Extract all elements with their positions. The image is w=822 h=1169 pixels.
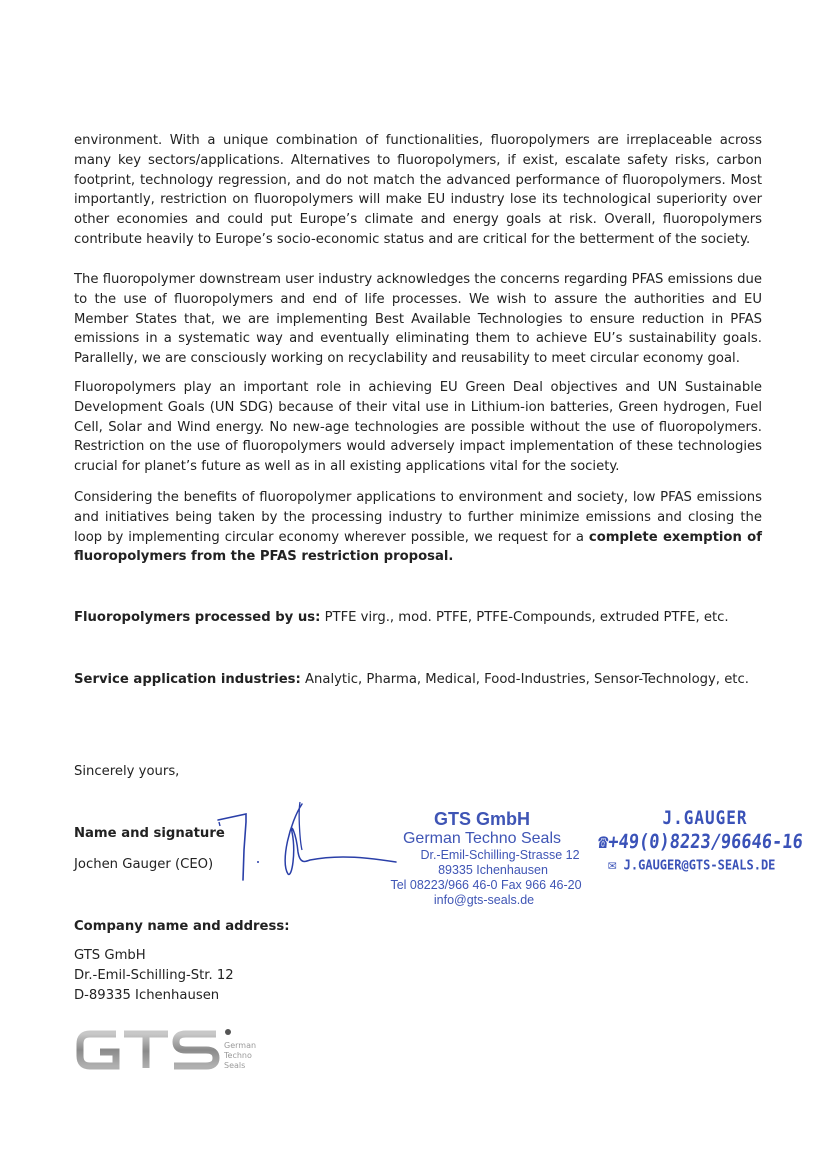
industries-label: Service application industries:	[74, 672, 301, 687]
stamp-email: info@gts-seals.de	[433, 893, 535, 907]
logo-tagline-seals: Seals	[224, 1061, 246, 1070]
stamp-company-name: GTS GmbH	[433, 809, 530, 829]
gts-logo	[76, 1026, 266, 1076]
logo-tagline-german: German	[224, 1041, 257, 1050]
company-block-heading: Company name and address:	[74, 919, 290, 934]
stamp-street: Dr.-Emil-Schilling-Strasse 12	[420, 848, 580, 862]
mail-icon: ✉	[608, 856, 617, 874]
stamp-phone: Tel 08223/966 46-0 Fax 966 46-20	[390, 878, 582, 892]
signer-name: Jochen Gauger (CEO)	[74, 857, 214, 872]
closing-salutation: Sincerely yours,	[74, 764, 180, 779]
industries-value: Analytic, Pharma, Medical, Food-Industries, Sensor-Technology, etc.	[300, 672, 749, 687]
stamp-person-email: ✉ J.GAUGER@GTS-SEALS.DE	[608, 856, 776, 874]
fluoropolymers-value: PTFE virg., mod. PTFE, PTFE-Compounds, extruded PTFE, etc.	[320, 610, 729, 625]
paragraph-fluoropolymer-importance: environment. With a unique combination of functionalities, fluoropolymers are irreplaceable across many key sectors/applications. Alternatives to fluoropolymers, if exist, escalate safety risks, carbon footprint, technology regression, and do not match the advanced performance of fluoropolymers. Most importantly, restriction on fluoropolymers will make EU industry lose its technological superiority over other economies and could put Europe’s climate and energy goals at risk. Overall, fluoropolymers contribute heavily to Europe’s socio-economic status and are critical for the betterment of the society.	[74, 133, 762, 247]
logo-tagline-techno: Techno	[224, 1051, 252, 1060]
service-industries	[74, 670, 749, 690]
stamp-city: 89335 Ichenhausen	[438, 863, 548, 877]
stamp-person-phone: ☎+49(0)8223/96646-16	[596, 830, 804, 854]
personal-stamp	[598, 806, 812, 876]
company-name: GTS GmbH	[74, 948, 146, 963]
paragraph-request-exemption	[74, 488, 762, 567]
stamp-company-subtitle: German Techno Seals	[402, 830, 561, 847]
fluoropolymers-processed	[74, 608, 729, 628]
phone-icon: ☎	[596, 830, 610, 854]
stamp-person-name: J.GAUGER	[662, 806, 748, 829]
company-stamp	[352, 808, 612, 908]
signature-label: Name and signature	[74, 826, 225, 841]
company-street: Dr.-Emil-Schilling-Str. 12	[74, 968, 234, 983]
paragraph-industry-commitment: The fluoropolymer downstream user industry acknowledges the concerns regarding PFAS emissions due to the use of fluoropolymers and end of life processes. We wish to assure the authorities and EU Member States that, we are implementing Best Available Technologies to ensure reduction in PFAS emissions in a systematic way and eventually eliminating them to achieve EU’s sustainability goals. Parallelly, we are consciously working on recyclability and reusability to meet circular economy goal.	[74, 272, 762, 367]
request-bold-text: complete exemption of fluoropolymers from the PFAS restriction proposal.	[74, 529, 762, 565]
company-city: D-89335 Ichenhausen	[74, 988, 220, 1003]
request-text: Considering the benefits of fluoropolymer applications to environment and society, low PFAS emissions and initiatives being taken by the processing industry to further minimize emissions and closing the loop by implementing circular economy wherever possible, we request for a	[74, 490, 762, 545]
fluoropolymers-label: Fluoropolymers processed by us:	[74, 610, 321, 625]
paragraph-green-deal: Fluoropolymers play an important role in achieving EU Green Deal objectives and UN Sustainable Development Goals (UN SDG) because of their vital use in Lithium-ion batteries, Green hydrogen, Fuel Cell, Solar and Wind energy. No new-age technologies are possible without the use of fluoropolymers. Restriction on the use of fluoropolymers would adversely impact implementation of these technologies crucial for planet’s future as well as in all existing applications vital for the society.	[74, 380, 762, 475]
